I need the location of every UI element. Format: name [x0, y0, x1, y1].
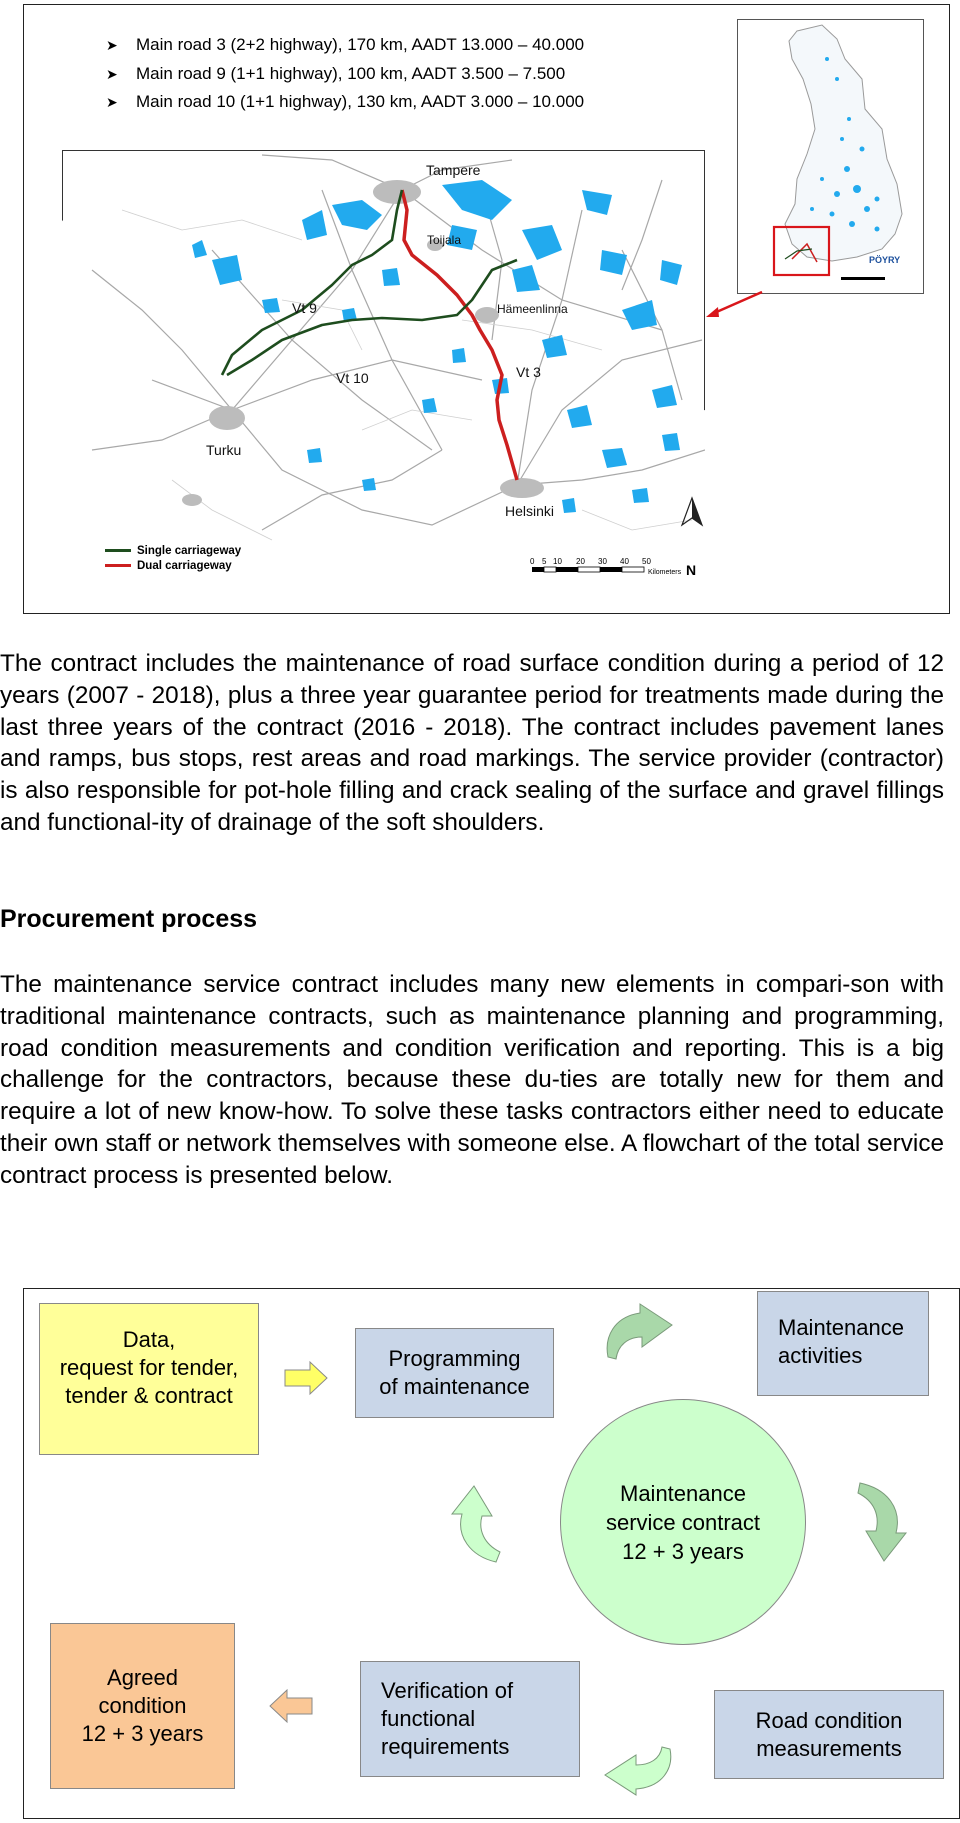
legend-dual-carriageway: Dual carriageway: [105, 560, 232, 572]
cycle-arrow-left-icon: [444, 1484, 502, 1564]
city-label-hameenlinna: Hämeenlinna: [497, 302, 568, 316]
scale-tick-label: 50: [642, 557, 651, 566]
inset-graphic: [737, 19, 924, 294]
verification-box: Verification of functional requirements: [360, 1661, 580, 1777]
north-label: N: [686, 562, 697, 578]
scale-tick-label: 10: [553, 557, 562, 566]
map-figure: [23, 4, 950, 614]
legend-swatch-single: [105, 549, 131, 552]
city-label-toijala: Toijala: [427, 233, 462, 247]
section-heading: Procurement process: [0, 905, 258, 933]
poyry-logo: PÖYRY: [869, 255, 901, 265]
scale-tick-label: 40: [620, 557, 629, 566]
programming-box: Programming of maintenance: [355, 1328, 554, 1418]
road-label-vt3: Vt 3: [516, 364, 541, 380]
agreed-condition-box: Agreed condition 12 + 3 years: [50, 1623, 235, 1789]
arrow-bullet-icon: ➤: [106, 37, 118, 53]
maintenance-activities-box: Maintenance activities: [757, 1291, 929, 1396]
scale-tick-label: 5: [542, 557, 547, 566]
service-contract-circle: Maintenance service contract 12 + 3 years: [560, 1399, 806, 1645]
contract-paragraph: The contract includes the maintenance of road surface condition during a period of 12 years (2007 - 2018), plus a three year guarantee period for treatments made during the last three years of the contract (2016 - 2018). The contract includes pavement lanes and ramps, bus stops, rest areas and road markings. The service provider (contractor) is also responsible for pot-hole filling and crack sealing of the surface and gravel fillings and functional-ity of drainage of the soft shoulders.: [0, 650, 944, 836]
arrow-bullet-icon: ➤: [106, 65, 118, 82]
city-label-turku: Turku: [206, 442, 242, 458]
cycle-arrow-bottom-icon: [604, 1745, 676, 1795]
road-label-vt10: Vt 10: [336, 370, 369, 386]
scale-tick-label: 0: [530, 557, 535, 566]
cycle-arrow-top-icon: [602, 1303, 674, 1361]
inset-pointer-arrow: [704, 290, 764, 320]
data-tender-box: Data, request for tender, tender & contract: [39, 1303, 259, 1455]
map-graphic: [62, 150, 705, 583]
arrow-right-icon: [284, 1361, 328, 1395]
legend-single-carriageway: Single carriageway: [105, 545, 241, 557]
procurement-paragraph: The maintenance service contract includes many new elements in compari-son with traditional maintenance contracts, such as maintenance planning and programming, road condition measurements and condition verification and reporting. This is a big challenge for the contractors, because these du-ties are totally new for them and require a lot of new know-how. To solve these tasks contractors either need to educate their own staff or network themselves with someone else. A flowchart of the total service contract process is presented below.: [0, 971, 944, 1189]
scale-tick-label: 20: [576, 557, 585, 566]
city-label-helsinki: Helsinki: [505, 503, 555, 519]
bullet-item: ➤ Main road 3 (2+2 highway), 170 km, AADT 13.000 – 40.000: [106, 31, 584, 60]
scale-unit-label: Kilometers: [648, 569, 682, 576]
bullet-item: ➤ Main road 9 (1+1 highway), 100 km, AADT 3.500 – 7.500: [106, 60, 584, 89]
arrow-left-icon: [269, 1689, 313, 1723]
road-map: [62, 150, 705, 583]
arrow-bullet-icon: ➤: [106, 94, 118, 110]
road-condition-box: Road condition measurements: [714, 1690, 944, 1779]
legend-swatch-dual: [105, 564, 131, 567]
finland-inset-map: [737, 19, 924, 294]
scale-tick-label: 30: [598, 557, 607, 566]
city-label-tampere: Tampere: [426, 162, 481, 178]
road-bullet-list: [106, 31, 584, 117]
cycle-arrow-right-icon: [856, 1481, 914, 1563]
bullet-item: ➤ Main road 10 (1+1 highway), 130 km, AADT 3.000 – 10.000: [106, 88, 584, 117]
road-label-vt9: Vt 9: [292, 300, 317, 316]
process-flowchart: [23, 1288, 960, 1819]
